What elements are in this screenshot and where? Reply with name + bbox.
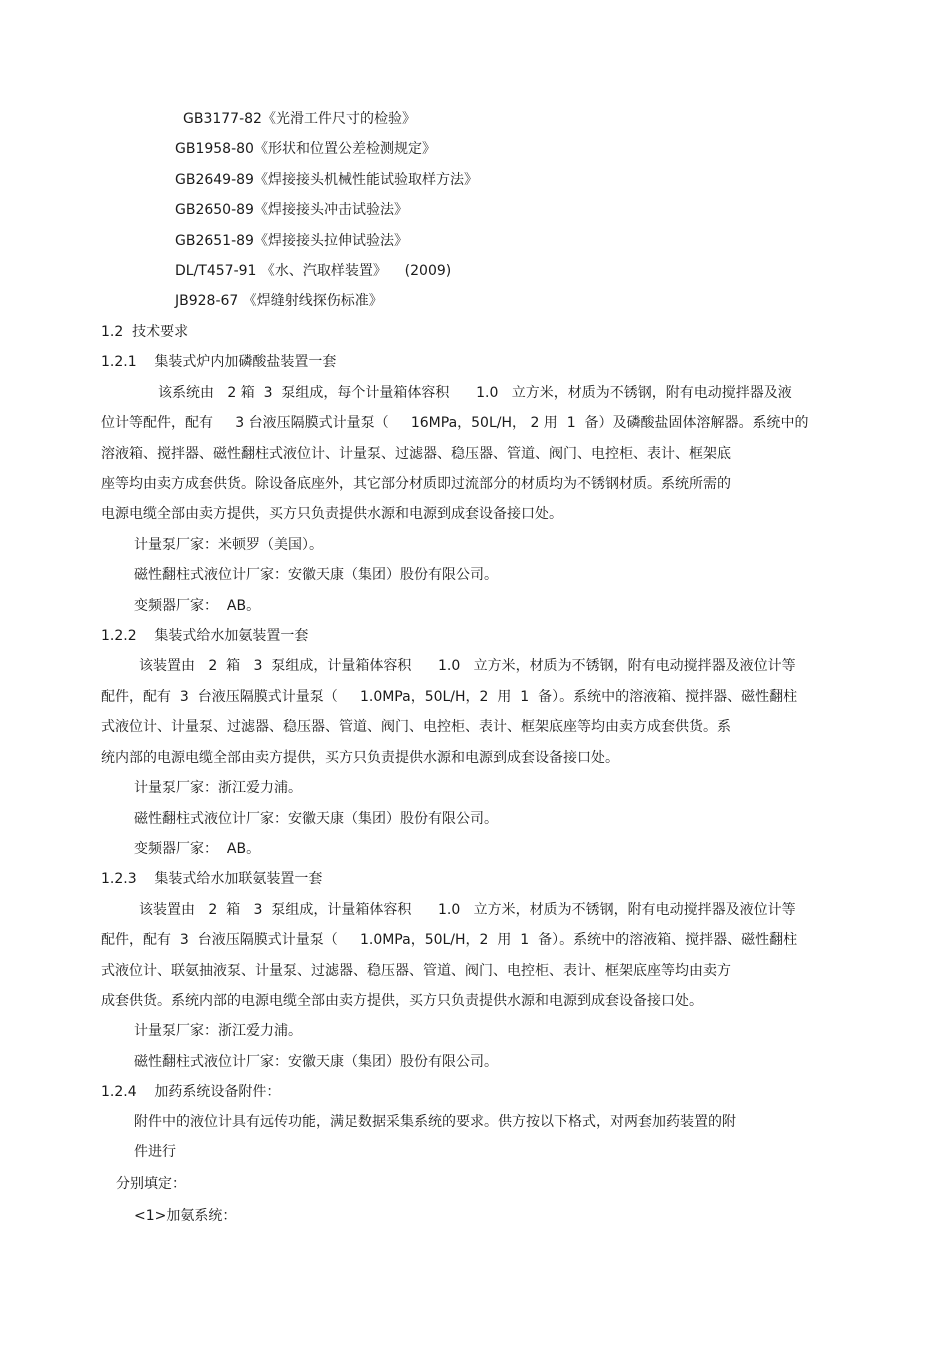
vendor-level-gauge: 磁性翻柱式液位计厂家：安徽天康（集团）股份有限公司。 [134,567,498,583]
paragraph-line: 位计等配件，配有 3 台液压隔膜式计量泵（ 16MPa，50L/H， 2 用 1 备）及磷酸盐固体溶解器。系统中的 [101,415,809,431]
standard-gb2651: GB2651-89《焊接接头拉伸试验法》 [175,233,408,249]
paragraph-line: 统内部的电源电缆全部由卖方提供，买方只负责提供水源和电源到成套设备接口处。 [101,750,619,766]
vendor-inverter: 变频器厂家： AB。 [134,598,261,614]
vendor-metering-pump: 计量泵厂家：米顿罗（美国）。 [134,537,323,553]
standard-gb1958: GB1958-80《形状和位置公差检测规定》 [175,141,436,157]
paragraph-line: 成套供货。系统内部的电源电缆全部由卖方提供，买方只负责提供水源和电源到成套设备接口处。 [101,993,703,1009]
paragraph-line: 配件，配有 3 台液压隔膜式计量泵（ 1.0MPa，50L/H，2 用 1 备）。系统中的溶液箱、搅拌器、磁性翻柱 [101,932,798,948]
vendor-metering-pump: 计量泵厂家：浙江爱力浦。 [134,780,302,796]
section-heading-1-2-3: 1.2.3 集装式给水加联氨装置一套 [101,871,323,887]
vendor-metering-pump: 计量泵厂家：浙江爱力浦。 [134,1023,302,1039]
section-heading-1-2-4: 1.2.4 加药系统设备附件： [101,1084,281,1100]
paragraph-line: 电源电缆全部由卖方提供，买方只负责提供水源和电源到成套设备接口处。 [101,506,563,522]
paragraph-line: 该系统由 2 箱 3 泵组成，每个计量箱体容积 1.0 立方米，材质为不锈钢，附有电动搅拌器及液 [158,385,792,401]
paragraph-line: 分别填定： [116,1176,186,1192]
standard-gb3177: GB3177-82《光滑工件尺寸的检验》 [183,111,416,127]
list-item-ammonia-system: <1>加氨系统： [134,1208,237,1224]
section-heading-1-2-2: 1.2.2 集装式给水加氨装置一套 [101,628,309,644]
section-heading-1-2-1: 1.2.1 集装式炉内加磷酸盐装置一套 [101,354,337,370]
paragraph-line: 座等均由卖方成套供货。除设备底座外，其它部分材质即过流部分的材质均为不锈钢材质。系统所需的 [101,476,731,492]
section-heading-1-2: 1.2 技术要求 [101,324,189,340]
vendor-level-gauge: 磁性翻柱式液位计厂家：安徽天康（集团）股份有限公司。 [134,1054,498,1070]
standard-gb2650: GB2650-89《焊接接头冲击试验法》 [175,202,408,218]
paragraph-line: 配件，配有 3 台液压隔膜式计量泵（ 1.0MPa，50L/H，2 用 1 备）。系统中的溶液箱、搅拌器、磁性翻柱 [101,689,798,705]
vendor-level-gauge: 磁性翻柱式液位计厂家：安徽天康（集团）股份有限公司。 [134,811,498,827]
standard-dlt457: DL/T457-91 《水、汽取样装置》 (2009) [175,263,452,279]
paragraph-line: 该装置由 2 箱 3 泵组成，计量箱体容积 1.0 立方米，材质为不锈钢，附有电动搅拌器及液位计等 [139,902,796,918]
paragraph-line: 附件中的液位计具有远传功能，满足数据采集系统的要求。供方按以下格式，对两套加药装置的附 [134,1114,736,1130]
paragraph-line: 件进行 [134,1144,176,1160]
paragraph-line: 该装置由 2 箱 3 泵组成，计量箱体容积 1.0 立方米，材质为不锈钢，附有电动搅拌器及液位计等 [139,658,796,674]
standard-jb928: JB928-67 《焊缝射线探伤标准》 [175,293,383,309]
vendor-inverter: 变频器厂家： AB。 [134,841,261,857]
paragraph-line: 式液位计、联氨抽液泵、计量泵、过滤器、稳压器、管道、阀门、电控柜、表计、框架底座等均由卖方 [101,963,731,979]
paragraph-line: 式液位计、计量泵、过滤器、稳压器、管道、阀门、电控柜、表计、框架底座等均由卖方成套供货。系 [101,719,731,735]
paragraph-line: 溶液箱、搅拌器、磁性翻柱式液位计、计量泵、过滤器、稳压器、管道、阀门、电控柜、表计、框架底 [101,446,731,462]
standard-gb2649: GB2649-89《焊接接头机械性能试验取样方法》 [175,172,478,188]
